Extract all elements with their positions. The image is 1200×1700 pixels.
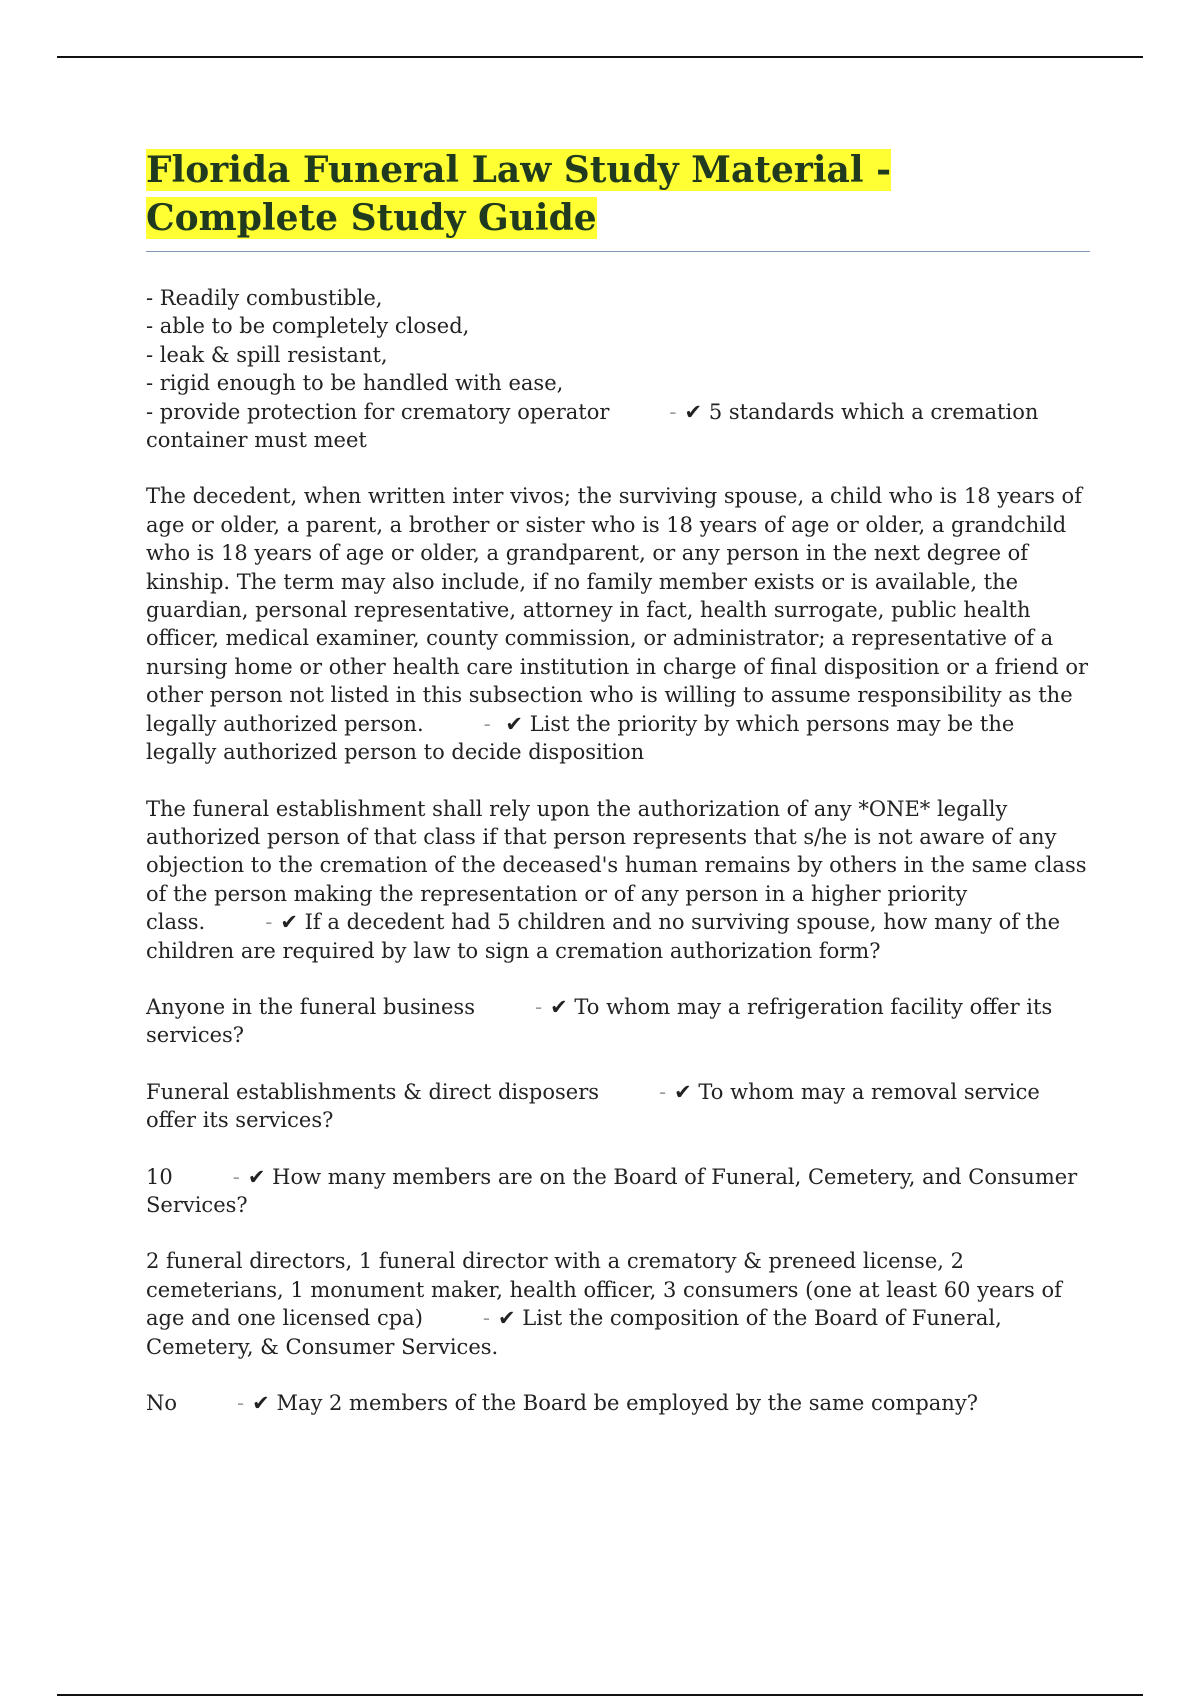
answer-text: 10 [146,1164,173,1189]
page-title [146,146,1090,242]
separator-dash: - [482,1306,490,1331]
checkmark-icon: ✔ [550,994,568,1019]
answer-text: Anyone in the funeral business [146,994,475,1019]
question-text: To whom may a refrigeration facility offer its services? [146,994,1053,1048]
checkmark-icon: ✔ [684,399,703,424]
answer-line: - Readily combustible, [146,286,383,310]
top-rule [57,56,1143,58]
flashcard-3 [146,993,1090,1050]
checkmark-icon: ✔ [674,1079,692,1104]
flashcard-4 [146,1078,1090,1135]
checkmark-icon: ✔ [247,1164,266,1189]
flashcard-list [146,284,1090,1417]
separator-dash: - [265,910,273,935]
question-text: List the composition of the Board of Funeral, Cemetery, & Consumer Services. [146,1306,1002,1359]
document-body [146,146,1090,1445]
separator-dash: - [669,399,677,424]
question-text: List the priority by which persons may be the legally authorized person to decide disposition [146,711,1015,765]
separator-dash: - [232,1164,240,1189]
question-text: May 2 members of the Board be employed by the same company? [276,1391,978,1415]
checkmark-icon: ✔ [252,1391,270,1415]
answer-text: No [146,1391,178,1415]
checkmark-icon: ✔ [280,910,298,935]
answer-line: - leak & spill resistant, [146,342,388,367]
question-text: To whom may a removal service offer its services? [146,1079,1040,1133]
answer-line: - rigid enough to be handled with ease, [146,371,564,396]
flashcard-5 [146,1163,1090,1220]
question-text: How many members are on the Board of Funeral, Cemetery, and Consumer Services? [146,1164,1078,1217]
title-underline [146,251,1090,252]
separator-dash: - [534,994,543,1019]
title-highlight: Florida Funeral Law Study Material - Complete Study Guide [146,149,892,239]
flashcard-0 [146,284,1090,454]
checkmark-icon: ✔ [498,1306,516,1331]
flashcard-7 [146,1389,1090,1417]
answer-text: 2 funeral directors, 1 funeral director with a crematory & preneed license, 2 cemeterians, 1 monument maker, health officer, 3 consumers (one at least 60 years of age and one licensed cpa) [146,1249,1062,1331]
bottom-rule [57,1694,1143,1696]
answer-text: The decedent, when written inter vivos; the surviving spouse, a child who is 18 years of age or older, a parent, a brother or sister who is 18 years of age or older, a grandchild who is 18 years of age or older, a grandparent, or any person in the next degree of kinship. The term may also include, if no family member exists or is available, the guardian, personal representative, attorney in fact, health surrogate, public health officer, medical examiner, county commission, or administrator; a representative of a nursing home or other health care institution in charge of final disposition or a friend or other person not listed in this subsection who is willing to assume responsibility as the legally authorized person. [146,484,1089,736]
separator-dash: - [659,1079,667,1104]
question-text: If a decedent had 5 children and no surviving spouse, how many of the children are required by law to sign a cremation authorization form? [146,910,1061,963]
answer-line: - able to be completely closed, [146,314,470,339]
question-text: 5 standards which a cremation container must meet [146,399,1039,453]
flashcard-1 [146,482,1090,766]
separator-dash: - [483,711,491,736]
answer-text: The funeral establishment shall rely upon the authorization of any *ONE* legally authorized person of that class if that person represents that s/he is not aware of any objection to the cremation of the deceased's human remains by others in the same class of the person making the representation or of any person in a higher priority class. [146,796,1087,935]
answer-line: - provide protection for crematory operator [146,399,610,424]
separator-dash: - [237,1391,245,1415]
flashcard-2 [146,795,1090,965]
flashcard-6 [146,1247,1090,1361]
answer-text: Funeral establishments & direct disposers [146,1079,600,1104]
checkmark-icon: ✔ [505,711,524,736]
